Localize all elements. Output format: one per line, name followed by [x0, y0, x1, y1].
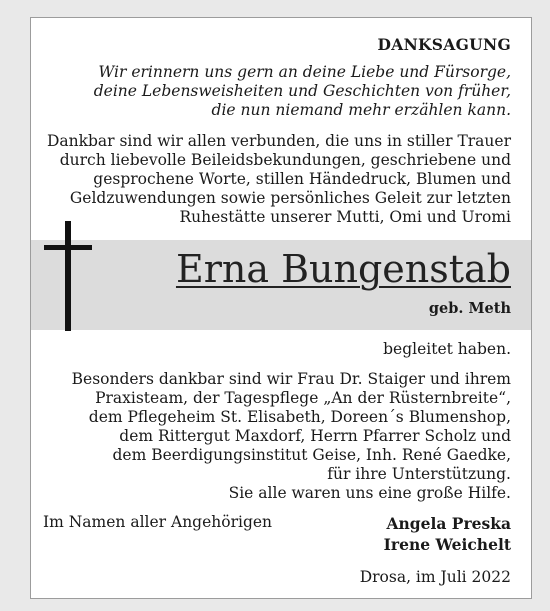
thanks-line: Geldzuwendungen sowie persönliches Geleit zur letzten [69, 189, 511, 207]
on-behalf-text: Im Namen aller Angehörigen [43, 513, 273, 531]
birth-name: geb. Meth [428, 300, 511, 317]
thanks-paragraph [31, 132, 511, 227]
thanks-line: Ruhestätte unserer Mutti, Omi und Uromi [179, 208, 511, 226]
heading: DANKSAGUNG [377, 35, 511, 54]
quote-line: die nun niemand mehr erzählen kann. [211, 101, 511, 119]
special-thanks-line: dem Pflegeheim St. Elisabeth, Doreen´s Blumenshop, [88, 408, 511, 426]
special-thanks-line: für ihre Unterstützung. [327, 465, 511, 483]
thanks-line: Dankbar sind wir allen verbunden, die uns in stiller Trauer [46, 132, 511, 150]
special-thanks-line: Besonders dankbar sind wir Frau Dr. Staiger und ihrem [71, 370, 511, 388]
deceased-name: Erna Bungenstab [175, 247, 511, 291]
special-thanks-paragraph [31, 370, 511, 503]
obituary-card [30, 17, 532, 599]
special-thanks-line: dem Beerdigungsinstitut Geise, Inh. René Gaedke, [112, 446, 511, 464]
accompanied-text: begleitet haben. [383, 340, 511, 358]
place-date: Drosa, im Juli 2022 [359, 568, 511, 586]
special-thanks-line: Praxisteam, der Tagespflege „An der Rüsternbreite“, [95, 389, 511, 407]
special-thanks-line: Sie alle waren uns eine große Hilfe. [228, 484, 511, 502]
thanks-line: durch liebevolle Beileidsbekundungen, geschriebene und [59, 151, 511, 169]
cross-icon [44, 221, 92, 331]
quote-line: Wir erinnern uns gern an deine Liebe und Fürsorge, [98, 63, 511, 81]
quote-line: deine Lebensweisheiten und Geschichten von früher, [93, 82, 511, 100]
signer-name: Angela Preska [386, 514, 511, 533]
thanks-line: gesprochene Worte, stillen Händedruck, Blumen und [93, 170, 511, 188]
signers [384, 513, 511, 555]
special-thanks-line: dem Rittergut Maxdorf, Herrn Pfarrer Scholz und [119, 427, 511, 445]
quote-block [31, 63, 511, 120]
signer-name: Irene Weichelt [383, 535, 511, 554]
